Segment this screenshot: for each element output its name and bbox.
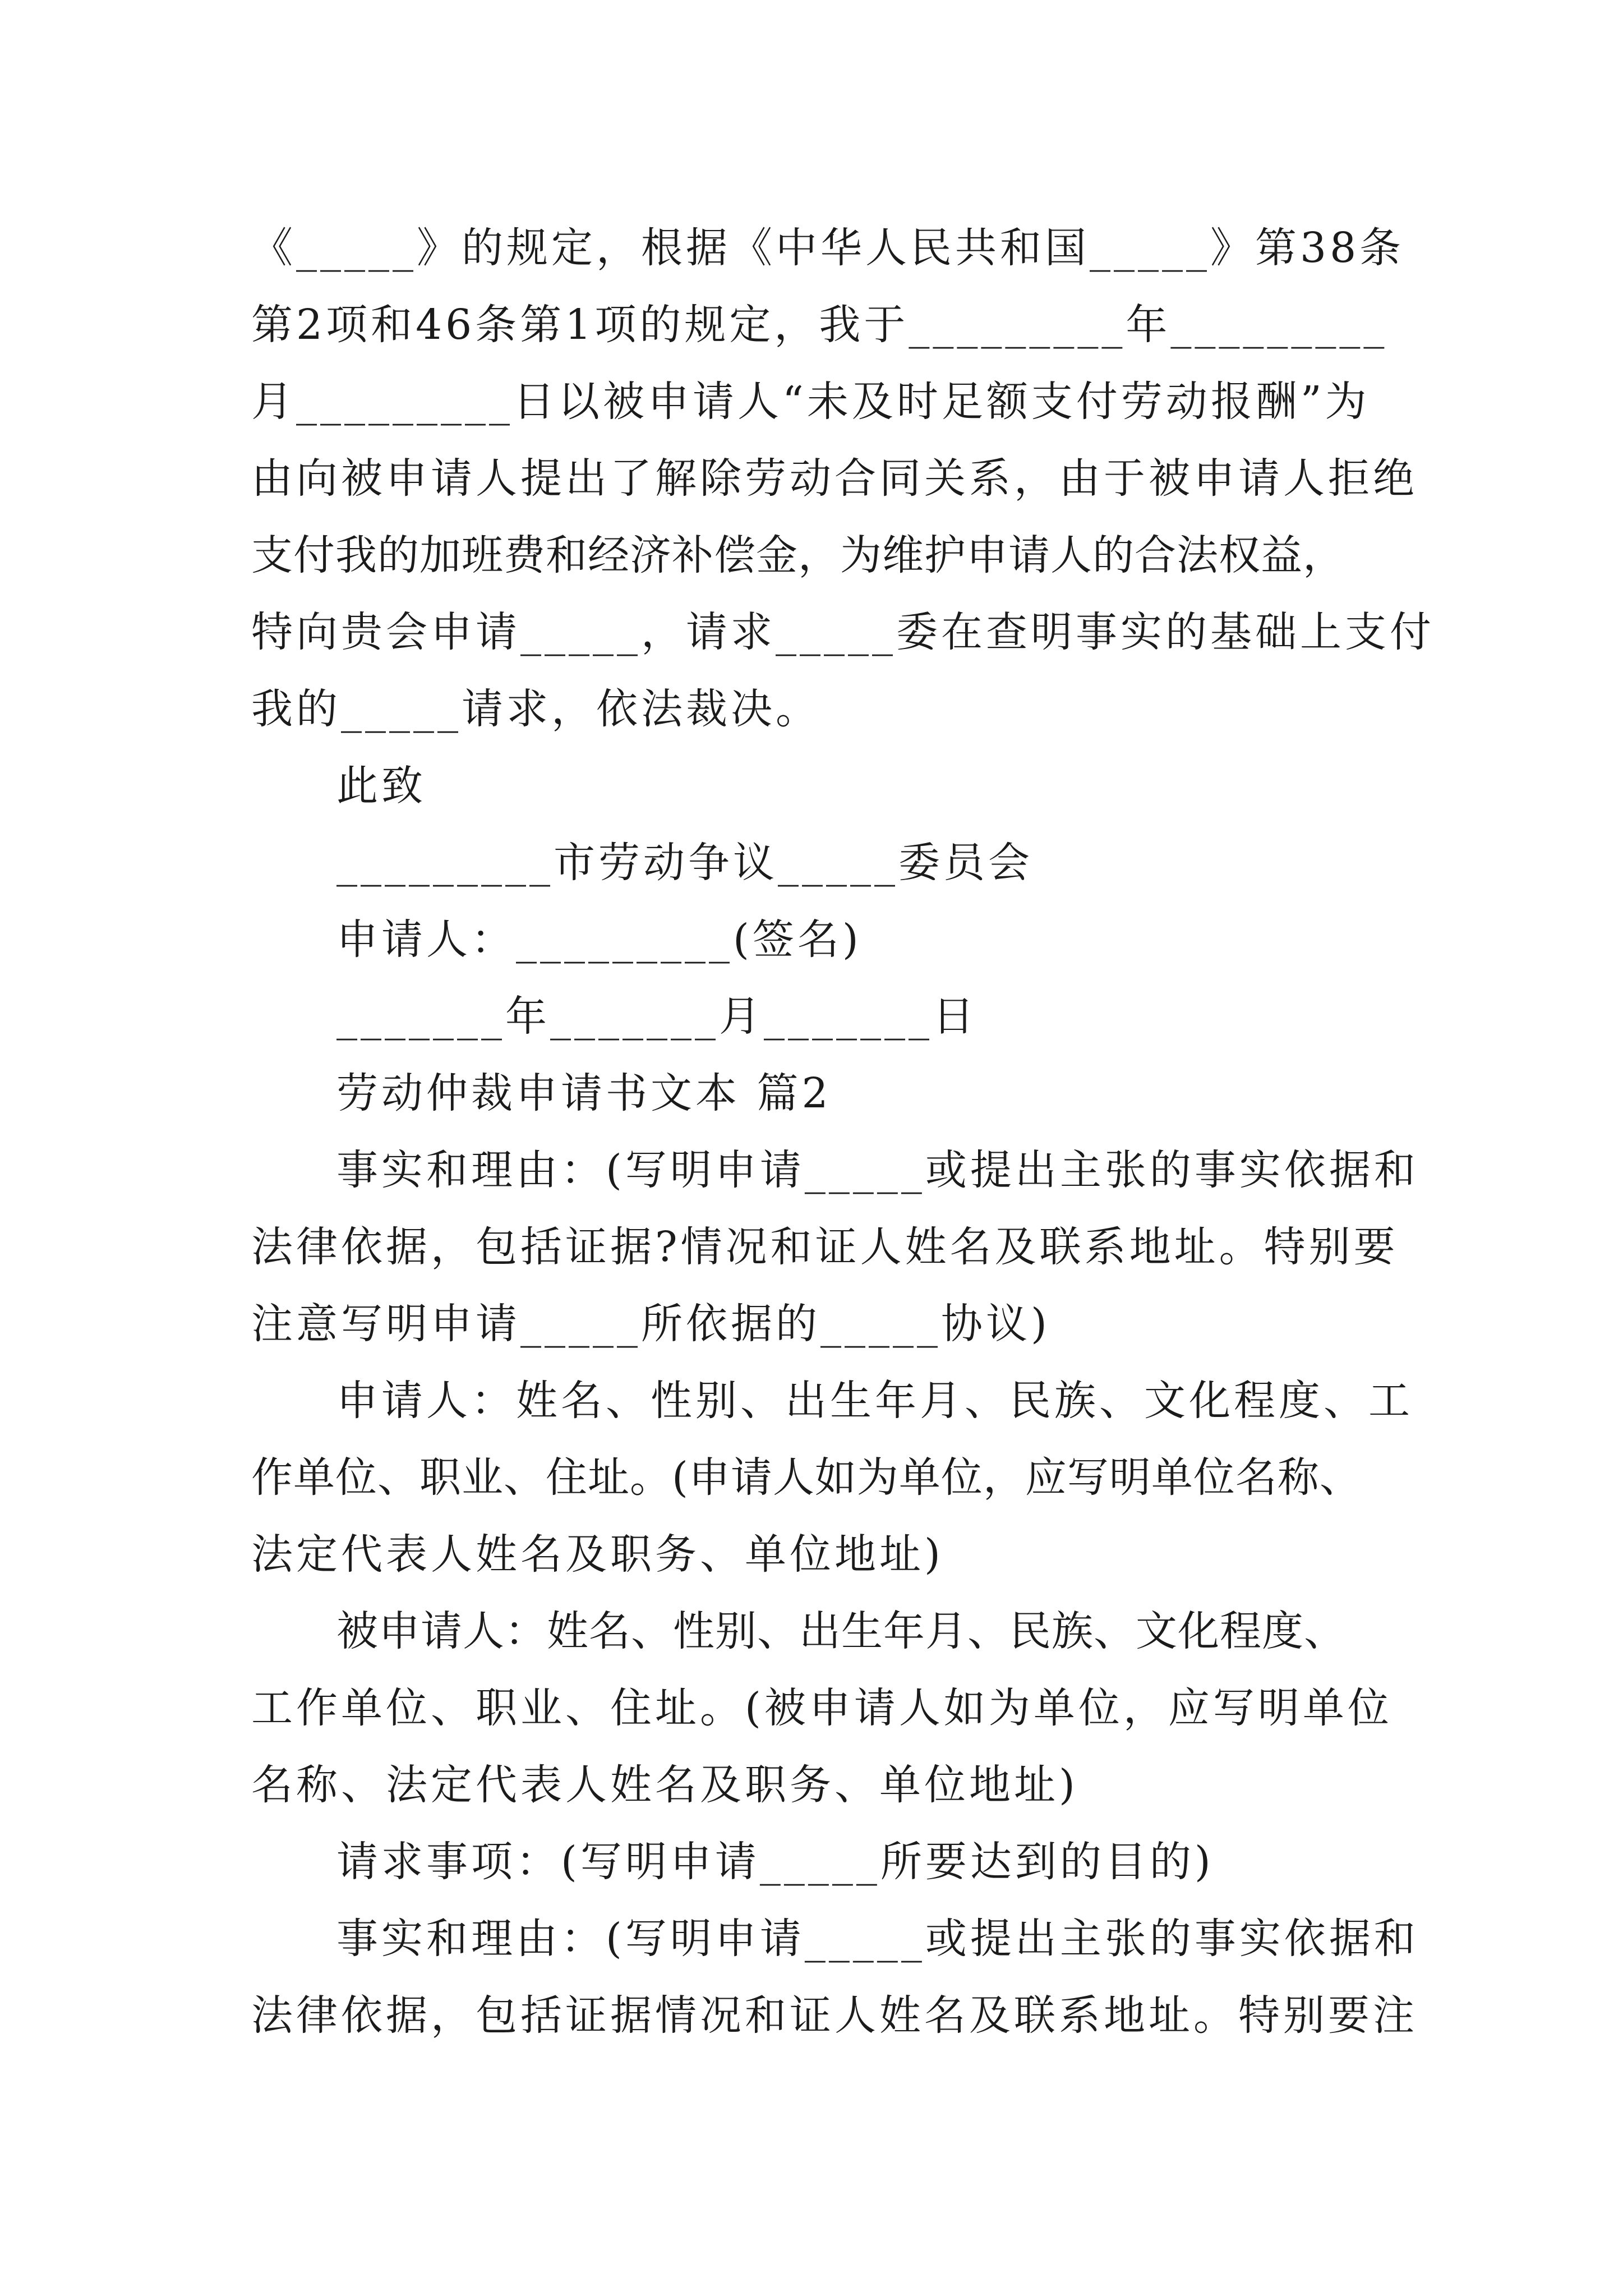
text-line-18: 法定代表人姓名及职务、单位地址) [251, 1530, 944, 1579]
text-line-17: 作单位、职业、住址。(申请人如为单位，应写明单位名称、 [251, 1453, 1362, 1502]
text-line-7: 我的_____请求，依法裁决。 [251, 685, 820, 733]
text-line-21: 名称、法定代表人姓名及职务、单位地址) [251, 1761, 1078, 1809]
text-line-15: 注意写明申请_____所依据的_____协议) [251, 1300, 1050, 1348]
text-line-4: 由向被申请人提出了解除劳动合同关系，由于被申请人拒绝 [251, 454, 1418, 503]
text-line-20: 工作单位、职业、住址。(被申请人如为单位，应写明单位 [251, 1684, 1393, 1732]
text-line-14: 法律依据，包括证据?情况和证人姓名及联系地址。特别要 [251, 1223, 1399, 1271]
text-line-3: 月_________日以被申请人“未及时足额支付劳动报酬”为 [251, 378, 1370, 426]
text-line-5: 支付我的加班费和经济补偿金，为维护申请人的合法权益， [251, 531, 1345, 579]
text-line-23: 事实和理由：(写明申请_____或提出主张的事实依据和 [336, 1915, 1419, 1963]
text-line-24: 法律依据，包括证据情况和证人姓名及联系地址。特别要注 [251, 1991, 1418, 2040]
text-line-2: 第2项和46条第1项的规定，我于_________年_________ [251, 301, 1388, 349]
applicant-signature: 申请人：_________(签名) [336, 915, 862, 964]
date-line: _______年_______月_______日 [336, 992, 978, 1041]
text-line-22: 请求事项：(写明申请_____所要达到的目的) [336, 1838, 1214, 1886]
text-line-13: 事实和理由：(写明申请_____或提出主张的事实依据和 [336, 1146, 1419, 1194]
section-title: 劳动仲裁申请书文本 篇2 [336, 1069, 832, 1117]
text-line-6: 特向贵会申请_____，请求_____委在查明事实的基础上支付 [251, 608, 1435, 656]
recipient-committee: _________市劳动争议_____委员会 [336, 839, 1033, 887]
text-line-16: 申请人：姓名、性别、出生年月、民族、文化程度、工 [336, 1377, 1413, 1425]
text-line-19: 被申请人：姓名、性别、出生年月、民族、文化程度、 [336, 1607, 1346, 1655]
document-body [251, 210, 1435, 2054]
salutation: 此致 [336, 762, 426, 810]
text-line-1: 《_____》的规定，根据《中华人民共和国_____》第38条 [251, 224, 1405, 272]
